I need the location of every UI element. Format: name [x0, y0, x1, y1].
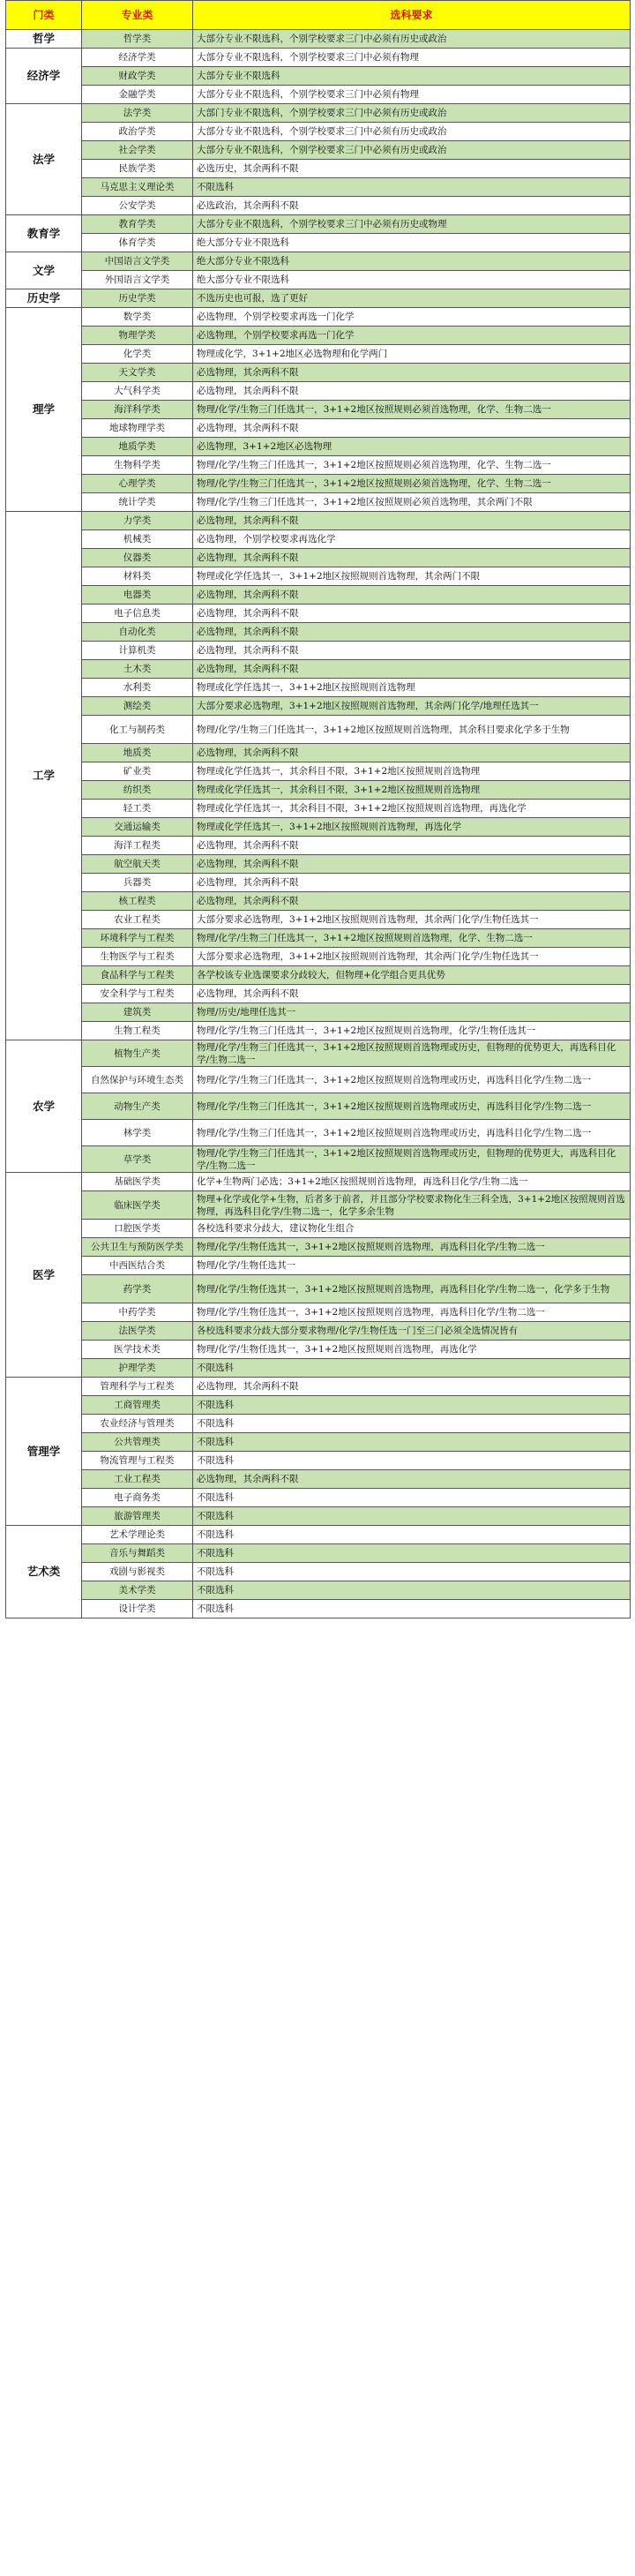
requirement-cell: 必选物理，其余两科不限 — [193, 419, 631, 438]
requirement-cell: 物理/化学/生物三门任选其一，3+1+2地区按照规则首选物理，化学、生物二选一 — [193, 929, 631, 948]
category-cell: 工学 — [6, 512, 82, 1040]
table-row — [6, 123, 631, 141]
requirement-cell: 必选物理，其余两科不限 — [193, 744, 631, 762]
major-cell: 医学技术类 — [82, 1341, 193, 1359]
requirement-cell: 不限选科 — [193, 1433, 631, 1452]
requirement-cell: 必选物理，其余两科不限 — [193, 874, 631, 892]
requirement-cell: 物理或化学任选其一，其余科目不限，3+1+2地区按照规则首选物理，再选化学 — [193, 800, 631, 818]
table-row — [6, 1257, 631, 1275]
major-cell: 音乐与舞蹈类 — [82, 1544, 193, 1563]
requirement-cell: 物理/化学/生物三门任选其一，3+1+2地区按照规则首选物理或历史，再选科目化学/生物二选一 — [193, 1067, 631, 1093]
major-cell: 航空航天类 — [82, 855, 193, 874]
major-cell: 地质类 — [82, 744, 193, 762]
category-cell: 历史学 — [6, 289, 82, 308]
table-row — [6, 512, 631, 530]
table-row — [6, 419, 631, 438]
major-cell: 美术学类 — [82, 1581, 193, 1600]
requirement-cell: 必选物理，其余两科不限 — [193, 642, 631, 660]
requirement-cell: 大部分专业不限选科，个别学校要求三门中必须有物理 — [193, 49, 631, 67]
major-cell: 动物生产类 — [82, 1093, 193, 1120]
major-cell: 土木类 — [82, 660, 193, 679]
table-row — [6, 855, 631, 874]
category-cell: 法学 — [6, 104, 82, 215]
table-row — [6, 1470, 631, 1489]
major-cell: 设计学类 — [82, 1600, 193, 1618]
major-cell: 历史学类 — [82, 289, 193, 308]
major-cell: 法医学类 — [82, 1322, 193, 1341]
category-cell: 农学 — [6, 1040, 82, 1173]
table-row — [6, 1600, 631, 1618]
category-cell: 文学 — [6, 252, 82, 289]
requirement-cell: 不选历史也可报，选了更好 — [193, 289, 631, 308]
table-row — [6, 1303, 631, 1322]
table-row — [6, 382, 631, 401]
major-cell: 电子商务类 — [82, 1489, 193, 1507]
requirement-cell: 绝大部分专业不限选科 — [193, 234, 631, 252]
major-cell: 金融学类 — [82, 86, 193, 104]
table-row — [6, 30, 631, 49]
requirement-cell: 各学校该专业选课要求分歧较大，但物理+化学组合更具优势 — [193, 966, 631, 985]
table-row — [6, 874, 631, 892]
major-cell: 公共卫生与预防医学类 — [82, 1238, 193, 1257]
requirement-cell: 大部分专业不限选科 — [193, 67, 631, 86]
major-cell: 环境科学与工程类 — [82, 929, 193, 948]
major-cell: 中药学类 — [82, 1303, 193, 1322]
requirement-cell: 不限选科 — [193, 1563, 631, 1581]
major-cell: 农业工程类 — [82, 911, 193, 929]
table-row — [6, 605, 631, 623]
header-requirement: 选科要求 — [193, 1, 631, 30]
major-cell: 机械类 — [82, 530, 193, 549]
table-row — [6, 49, 631, 67]
requirement-cell: 物理/化学/生物三门任选其一，3+1+2地区按照规则首选物理或历史，但物理的优势更大，再选科目化学/生物二选一 — [193, 1040, 631, 1067]
major-cell: 电器类 — [82, 586, 193, 605]
requirement-cell: 必选物理，其余两科不限 — [193, 549, 631, 567]
major-cell: 生物工程类 — [82, 1022, 193, 1040]
requirement-cell: 绝大部分专业不限选科 — [193, 252, 631, 271]
table-row — [6, 1191, 631, 1220]
major-cell: 建筑类 — [82, 1003, 193, 1022]
requirement-cell: 必选物理，其余两科不限 — [193, 837, 631, 855]
requirement-cell: 大部分专业不限选科，个别学校要求三门中必须有历史或物理 — [193, 215, 631, 234]
table-row — [6, 567, 631, 586]
table-row — [6, 1322, 631, 1341]
table-row — [6, 1003, 631, 1022]
major-cell: 艺术学理论类 — [82, 1526, 193, 1544]
requirement-cell: 必选物理，个别学校要求再选化学 — [193, 530, 631, 549]
requirement-cell: 必选历史，其余两科不限 — [193, 160, 631, 178]
requirement-cell: 必选物理，其余两科不限 — [193, 605, 631, 623]
requirement-cell: 必选物理，其余两科不限 — [193, 855, 631, 874]
table-row — [6, 1415, 631, 1433]
table-row — [6, 800, 631, 818]
table-row — [6, 104, 631, 123]
table-row — [6, 438, 631, 456]
major-cell: 药学类 — [82, 1275, 193, 1303]
table-row — [6, 1093, 631, 1120]
requirement-cell: 物理/化学/生物任选其一，3+1+2地区按照规则首选物理，再选科目化学/生物二选一 — [193, 1303, 631, 1322]
major-cell: 食品科学与工程类 — [82, 966, 193, 985]
table-row — [6, 197, 631, 215]
table-row — [6, 67, 631, 86]
requirement-cell: 不限选科 — [193, 1359, 631, 1378]
requirement-cell: 物理/化学/生物三门任选其一，3+1+2地区按照规则必须首选物理，化学、生物二选一 — [193, 456, 631, 475]
major-cell: 林学类 — [82, 1120, 193, 1146]
table-row — [6, 1489, 631, 1507]
major-cell: 公安学类 — [82, 197, 193, 215]
requirement-cell: 物理/化学/生物三门任选其一，3+1+2地区按照规则首选物理或历史，再选科目化学/生物二选一 — [193, 1120, 631, 1146]
table-row — [6, 781, 631, 800]
requirement-cell: 大部分专业不限选科，个别学校要求三门中必须有历史或政治 — [193, 123, 631, 141]
category-cell: 哲学 — [6, 30, 82, 49]
major-cell: 植物生产类 — [82, 1040, 193, 1067]
table-row — [6, 1040, 631, 1067]
table-row — [6, 744, 631, 762]
table-row — [6, 1275, 631, 1303]
table-row — [6, 1120, 631, 1146]
requirement-cell: 物理/化学/生物三门任选其一，3+1+2地区按照规则首选物理，其余科目要求化学多于生物 — [193, 716, 631, 744]
major-cell: 中国语言文学类 — [82, 252, 193, 271]
table-row — [6, 549, 631, 567]
major-cell: 法学类 — [82, 104, 193, 123]
table-row — [6, 1359, 631, 1378]
table-row — [6, 252, 631, 271]
major-cell: 天文学类 — [82, 364, 193, 382]
major-cell: 安全科学与工程类 — [82, 985, 193, 1003]
requirement-cell: 必选物理，其余两科不限 — [193, 586, 631, 605]
table-row — [6, 660, 631, 679]
requirement-cell: 物理或化学任选其一，3+1+2地区按照规则首选物理 — [193, 679, 631, 697]
category-cell: 医学 — [6, 1173, 82, 1378]
requirement-cell: 必选物理，个别学校要求再选一门化学 — [193, 308, 631, 327]
table-row — [6, 215, 631, 234]
table-row — [6, 289, 631, 308]
table-row — [6, 1507, 631, 1526]
major-cell: 力学类 — [82, 512, 193, 530]
header-major: 专业类 — [82, 1, 193, 30]
table-row — [6, 327, 631, 345]
table-row — [6, 1396, 631, 1415]
table-row — [6, 911, 631, 929]
requirement-cell: 大部分要求必选物理，3+1+2地区按照规则首选物理，其余两门化学/地理任选其一 — [193, 697, 631, 716]
table-row — [6, 271, 631, 289]
table-row — [6, 1378, 631, 1396]
major-cell: 核工程类 — [82, 892, 193, 911]
requirement-cell: 必选物理，其余两科不限 — [193, 660, 631, 679]
table-row — [6, 401, 631, 419]
table-row — [6, 697, 631, 716]
major-cell: 体育学类 — [82, 234, 193, 252]
requirement-cell: 物理/化学/生物任选其一，3+1+2地区按照规则首选物理，再选化学 — [193, 1341, 631, 1359]
table-row — [6, 762, 631, 781]
requirement-cell: 各校选科要求分歧大部分要求物理/化学/生物任选一门至三门必须全选情况皆有 — [193, 1322, 631, 1341]
table-body — [6, 30, 631, 1618]
major-cell: 海洋工程类 — [82, 837, 193, 855]
requirement-cell: 物理/化学/生物三门任选其一，3+1+2地区按照规则首选物理，化学/生物任选其一 — [193, 1022, 631, 1040]
major-cell: 马克思主义理论类 — [82, 178, 193, 197]
major-cell: 政治学类 — [82, 123, 193, 141]
table-row — [6, 985, 631, 1003]
requirement-cell: 物理或化学任选其一，其余科目不限，3+1+2地区按照规则首选物理 — [193, 781, 631, 800]
major-cell: 哲学类 — [82, 30, 193, 49]
major-cell: 轻工类 — [82, 800, 193, 818]
major-cell: 口腔医学类 — [82, 1220, 193, 1238]
table-row — [6, 86, 631, 104]
requirement-cell: 化学+生物两门必选；3+1+2地区按照规则首选物理，再选科目化学/生物二选一 — [193, 1173, 631, 1191]
major-cell: 矿业类 — [82, 762, 193, 781]
table-row — [6, 1220, 631, 1238]
category-cell: 艺术类 — [6, 1526, 82, 1618]
table-row — [6, 586, 631, 605]
requirement-cell: 绝大部分专业不限选科 — [193, 271, 631, 289]
table-row — [6, 234, 631, 252]
major-cell: 自动化类 — [82, 623, 193, 642]
requirement-cell: 必选物理，其余两科不限 — [193, 382, 631, 401]
major-cell: 电子信息类 — [82, 605, 193, 623]
major-cell: 草学类 — [82, 1146, 193, 1173]
table-row — [6, 818, 631, 837]
requirement-cell: 必选物理，其余两科不限 — [193, 364, 631, 382]
requirement-cell: 必选物理，其余两科不限 — [193, 1470, 631, 1489]
requirement-cell: 物理/化学/生物三门任选其一，3+1+2地区按照规则必须首选物理，其余两门不限 — [193, 493, 631, 512]
table-row — [6, 1563, 631, 1581]
major-cell: 地质学类 — [82, 438, 193, 456]
major-cell: 生物医学与工程类 — [82, 948, 193, 966]
major-cell: 心理学类 — [82, 475, 193, 493]
category-cell: 理学 — [6, 308, 82, 512]
table-row — [6, 892, 631, 911]
table-row — [6, 837, 631, 855]
requirement-cell: 不限选科 — [193, 1452, 631, 1470]
table-row — [6, 141, 631, 160]
table-row — [6, 1238, 631, 1257]
table-row — [6, 493, 631, 512]
requirement-cell: 必选物理，3+1+2地区必选物理 — [193, 438, 631, 456]
requirement-cell: 大部分要求必选物理，3+1+2地区按照规则首选物理，其余两门化学/生物任选其一 — [193, 911, 631, 929]
subject-requirements-table — [5, 0, 631, 1618]
requirement-cell: 物理/化学/生物三门任选其一，3+1+2地区按照规则必须首选物理，化学、生物二选一 — [193, 401, 631, 419]
major-cell: 海洋科学类 — [82, 401, 193, 419]
requirement-cell: 不限选科 — [193, 1600, 631, 1618]
major-cell: 纺织类 — [82, 781, 193, 800]
major-cell: 兵器类 — [82, 874, 193, 892]
table-row — [6, 966, 631, 985]
table-row — [6, 308, 631, 327]
table-row — [6, 1341, 631, 1359]
requirement-cell: 必选物理，其余两科不限 — [193, 512, 631, 530]
major-cell: 农业经济与管理类 — [82, 1415, 193, 1433]
requirement-cell: 不限选科 — [193, 1526, 631, 1544]
table-row — [6, 1067, 631, 1093]
requirement-cell: 不限选科 — [193, 1489, 631, 1507]
major-cell: 社会学类 — [82, 141, 193, 160]
header-category: 门类 — [6, 1, 82, 30]
requirement-cell: 物理或化学，3+1+2地区必选物理和化学两门 — [193, 345, 631, 364]
requirement-cell: 大部分专业不限选科，个别学校要求三门中必须有物理 — [193, 86, 631, 104]
requirement-cell: 大部分要求必选物理，3+1+2地区按照规则首选物理，其余两门化学/生物任选其一 — [193, 948, 631, 966]
table-row — [6, 1433, 631, 1452]
major-cell: 自然保护与环境生态类 — [82, 1067, 193, 1093]
major-cell: 化工与制药类 — [82, 716, 193, 744]
table-row — [6, 1544, 631, 1563]
major-cell: 仪器类 — [82, 549, 193, 567]
requirement-cell: 必选物理，其余两科不限 — [193, 1378, 631, 1396]
major-cell: 交通运输类 — [82, 818, 193, 837]
major-cell: 统计学类 — [82, 493, 193, 512]
requirement-cell: 必选物理，其余两科不限 — [193, 985, 631, 1003]
table-row — [6, 160, 631, 178]
requirement-cell: 不限选科 — [193, 178, 631, 197]
major-cell: 数学类 — [82, 308, 193, 327]
major-cell: 戏剧与影视类 — [82, 1563, 193, 1581]
major-cell: 民族学类 — [82, 160, 193, 178]
requirement-cell: 物理/化学/生物任选其一 — [193, 1257, 631, 1275]
major-cell: 地球物理学类 — [82, 419, 193, 438]
requirement-cell: 必选物理，其余两科不限 — [193, 623, 631, 642]
table-row — [6, 345, 631, 364]
major-cell: 教育学类 — [82, 215, 193, 234]
major-cell: 水利类 — [82, 679, 193, 697]
requirement-cell: 物理/历史/地理任选其一 — [193, 1003, 631, 1022]
table-row — [6, 178, 631, 197]
table-row — [6, 716, 631, 744]
major-cell: 大气科学类 — [82, 382, 193, 401]
requirement-cell: 物理或化学任选其一，3+1+2地区按照规则首选物理，其余两门不限 — [193, 567, 631, 586]
major-cell: 计算机类 — [82, 642, 193, 660]
table-row — [6, 1581, 631, 1600]
category-cell: 管理学 — [6, 1378, 82, 1526]
table-row — [6, 530, 631, 549]
table-row — [6, 929, 631, 948]
requirement-cell: 必选物理，个别学校要求再选一门化学 — [193, 327, 631, 345]
table-row — [6, 1022, 631, 1040]
requirement-cell: 大部门专业不限选科，个别学校要求三门中必须有历史或政治 — [193, 104, 631, 123]
major-cell: 物流管理与工程类 — [82, 1452, 193, 1470]
requirement-cell: 物理或化学任选其一，其余科目不限，3+1+2地区按照规则首选物理 — [193, 762, 631, 781]
major-cell: 公共管理类 — [82, 1433, 193, 1452]
requirement-cell: 必选物理，其余两科不限 — [193, 892, 631, 911]
requirement-cell: 物理/化学/生物三门任选其一，3+1+2地区按照规则首选物理或历史，再选科目化学/生物二选一 — [193, 1093, 631, 1120]
table-row — [6, 475, 631, 493]
requirement-cell: 各校选科要求分歧大，建议物化生组合 — [193, 1220, 631, 1238]
major-cell: 测绘类 — [82, 697, 193, 716]
major-cell: 工业工程类 — [82, 1470, 193, 1489]
category-cell: 经济学 — [6, 49, 82, 104]
requirement-cell: 不限选科 — [193, 1581, 631, 1600]
table-row — [6, 1173, 631, 1191]
major-cell: 管理科学与工程类 — [82, 1378, 193, 1396]
requirement-cell: 必选政治，其余两科不限 — [193, 197, 631, 215]
major-cell: 经济学类 — [82, 49, 193, 67]
major-cell: 外国语言文学类 — [82, 271, 193, 289]
header-row — [6, 1, 631, 30]
requirement-cell: 不限选科 — [193, 1415, 631, 1433]
table-row — [6, 623, 631, 642]
major-cell: 基础医学类 — [82, 1173, 193, 1191]
major-cell: 旅游管理类 — [82, 1507, 193, 1526]
requirement-cell: 物理/化学/生物三门任选其一，3+1+2地区按照规则首选物理或历史，但物理的优势更大，再选科目化学/生物二选一 — [193, 1146, 631, 1173]
requirement-cell: 物理/化学/生物任选其一，3+1+2地区按照规则首选物理，再选科目化学/生物二选一 — [193, 1238, 631, 1257]
requirement-cell: 物理+化学或化学+生物，后者多于前者，并且部分学校要求物化生三科全选，3+1+2地区按照规则首选物理，再选科目化学/生物二选一，化学多余生物 — [193, 1191, 631, 1220]
major-cell: 物理学类 — [82, 327, 193, 345]
table-row — [6, 1452, 631, 1470]
major-cell: 材料类 — [82, 567, 193, 586]
table-row — [6, 1146, 631, 1173]
table-row — [6, 948, 631, 966]
major-cell: 财政学类 — [82, 67, 193, 86]
requirement-cell: 不限选科 — [193, 1507, 631, 1526]
table-row — [6, 642, 631, 660]
requirement-cell: 不限选科 — [193, 1396, 631, 1415]
table-row — [6, 679, 631, 697]
requirement-cell: 物理/化学/生物任选其一，3+1+2地区按照规则首选物理，再选科目化学/生物二选一，化学多于生物 — [193, 1275, 631, 1303]
requirement-cell: 大部分专业不限选科，个别学校要求三门中必须有历史或政治 — [193, 141, 631, 160]
major-cell: 护理学类 — [82, 1359, 193, 1378]
category-cell: 教育学 — [6, 215, 82, 252]
requirement-cell: 不限选科 — [193, 1544, 631, 1563]
major-cell: 临床医学类 — [82, 1191, 193, 1220]
table-row — [6, 1526, 631, 1544]
major-cell: 化学类 — [82, 345, 193, 364]
table-row — [6, 364, 631, 382]
requirement-cell: 大部分专业不限选科，个别学校要求三门中必须有历史或政治 — [193, 30, 631, 49]
major-cell: 中西医结合类 — [82, 1257, 193, 1275]
major-cell: 工商管理类 — [82, 1396, 193, 1415]
table-row — [6, 456, 631, 475]
requirement-cell: 物理/化学/生物三门任选其一，3+1+2地区按照规则必须首选物理，化学、生物二选一 — [193, 475, 631, 493]
major-cell: 生物科学类 — [82, 456, 193, 475]
requirement-cell: 物理或化学任选其一，3+1+2地区按照规则首选物理，再选化学 — [193, 818, 631, 837]
